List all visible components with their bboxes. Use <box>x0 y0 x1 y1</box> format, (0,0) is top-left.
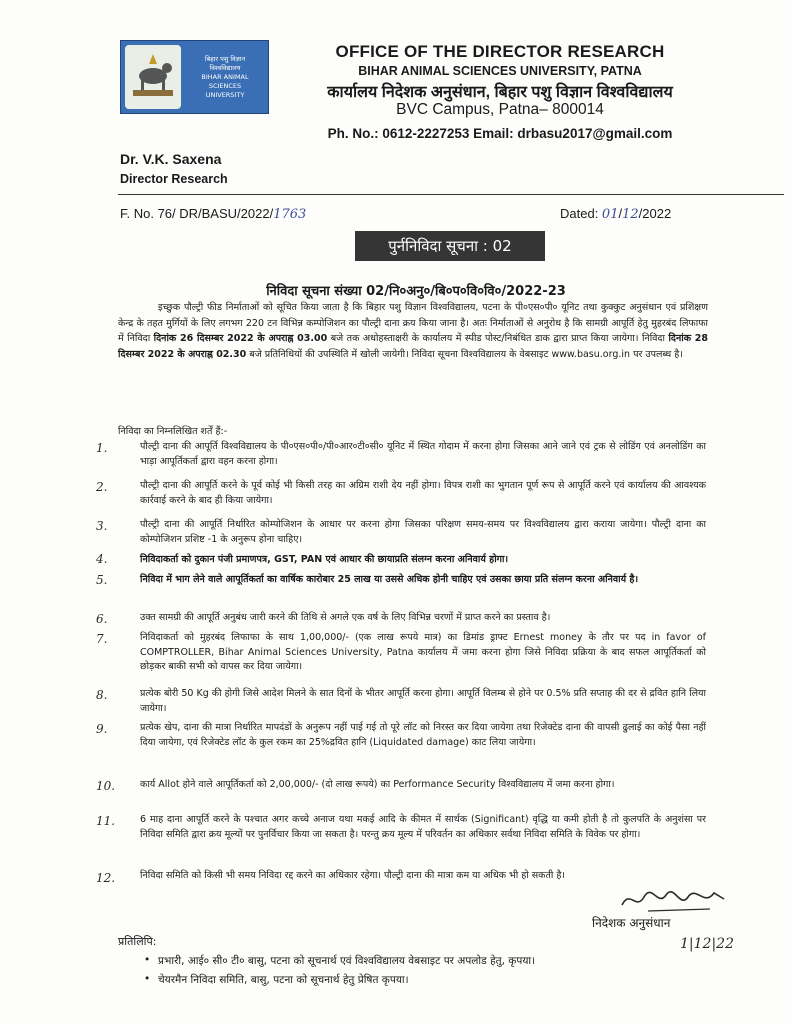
copy-item: • चेयरमैन निविदा समिति, बासु, पटना को सूचनार्थ हेतु प्रेषित कृपया। <box>158 973 409 987</box>
notice-number: निविदा सूचना संख्या 02/नि०अनु०/बि०प०वि०वि०/2022-23 <box>266 284 566 299</box>
copy-heading: प्रतिलिपि: <box>118 935 157 948</box>
item-number: 5. <box>96 573 108 587</box>
item-number: 3. <box>96 519 108 533</box>
director-name: Dr. V.K. Saxena <box>120 151 222 167</box>
logo-text-english-2: UNIVERSITY <box>205 90 245 99</box>
item-number: 1. <box>96 441 108 455</box>
signatory-title: निदेशक अनुसंधान <box>592 916 671 930</box>
office-title: OFFICE OF THE DIRECTOR RESEARCH <box>335 42 665 61</box>
intro-date-opening: दिनांक 28 दिसम्बर 2022 के अपराह्न 02.30 <box>118 333 708 360</box>
term-item: कार्य Allot होने वाले आपूर्तिकर्ता को 2,00,000/- (दो लाख रूपये) का Performance Security विश्वविद्यालय में जमा करना होगा। <box>140 779 615 790</box>
item-number: 8. <box>96 688 108 702</box>
logo-text-hindi-2: विश्वविद्यालय <box>209 63 241 72</box>
dated-line: Dated: 01/12/2022 <box>560 206 672 222</box>
header-divider <box>118 194 784 195</box>
dated-month: 12 <box>622 207 639 222</box>
term-item: प्रत्येक खेप, दाना की मात्रा निर्धारित मापदंडों के अनुरूप नहीं पाई गई तो पूरे लॉट को निरस्त कर दिया जायेगा तथा रिजेक्टेड दाना की वापसी ढुलाई का कोई पैसा नहीं दिया जायेगा, एवं रिजेक्टेड लॉट के कुल रकम का 25%द्रवित हानि (Liquidated damage) काट लिया जायेगा। <box>140 722 706 748</box>
file-number-handwritten: 1763 <box>273 207 307 222</box>
term-item: उक्त सामग्री की आपूर्ति अनुबंध जारी करने की तिथि से अगले एक वर्ष के लिए विभिन्न चरणों में प्राप्त करने का प्रस्ताव है। <box>140 612 551 623</box>
term-item: प्रत्येक बोरी 50 Kg की होगी जिसे आदेश मिलने के सात दिनों के भीतर आपूर्ति करना होगा। आपूर्ति विलम्ब से होने पर 0.5% प्रति सप्ताह की दर से द्रवित हानि लिया जायेगा। <box>140 688 706 714</box>
term-item: पौल्ट्री दाना की आपूर्ति निर्धारित कोम्पोजिशन के आधार पर करना होगा जिसका परिक्षण समय-समय पर विश्वविद्यालय द्वारा कराया जायेगा। पौल्ट्री दाना का कोम्पोजिशन प्रशिष्ट -1 के अनुरूप होना चाहिए। <box>140 519 706 545</box>
dated-label: Dated: <box>560 206 602 221</box>
item-number: 7. <box>96 632 108 646</box>
intro-text-1: इच्छुक पौल्ट्री फीड निर्माताओं को सूचित किया जाता है कि बिहार पशु विज्ञान विश्वविद्यालय, पटना के पी०एस०पी० यूनिट तथा कुक्कुट अनुसंधान एवं प्रशिक्षण केन्द्र के तहत मुर्गियों के लिए लगभग 220 टन विभिन्न कम्पोजिशन का पौल्ट्री दाना क्रय किया जाना है। अतः निर्माताओं से अनुरोध है कि सामग्री आपूर्ति हेतु मुहरबंद लिफाफा में निविदा <box>118 302 708 345</box>
item-number: 10. <box>96 779 116 793</box>
intro-text-2: बजे तक अधोहस्ताक्षरी के कार्यालय में स्पीड पोस्ट/निबंधित डाक द्वारा प्राप्त किया जायेगा। निविदा <box>327 333 669 345</box>
intro-paragraph <box>118 300 708 362</box>
item-number: 6. <box>96 612 108 626</box>
intro-text-3: बजे प्रतिनिधियों की उपस्थिति में खोली जायेगी। निविदा सूचना विश्वविद्यालय के वेबसाइट www.basu.org.in पर उपलब्ध है। <box>246 348 683 360</box>
campus-address: BVC Campus, Patna– 800014 <box>396 101 604 118</box>
cow-emblem-icon <box>125 45 181 109</box>
office-title-hindi: कार्यालय निदेशक अनुसंधान, बिहार पशु विज्ञान विश्वविद्यालय <box>327 84 673 101</box>
terms-heading: निविदा का निम्नलिखित शर्तें हैं:- <box>118 426 228 437</box>
logo-text-english-1: BIHAR ANIMAL SCIENCES <box>201 72 249 90</box>
contact-line: Ph. No.: 0612-2227253 Email: drbasu2017@gmail.com <box>327 126 673 141</box>
director-designation: Director Research <box>120 172 228 186</box>
university-name: BIHAR ANIMAL SCIENCES UNIVERSITY, PATNA <box>358 64 642 78</box>
term-item: निविदा समिति को किसी भी समय निविदा रद्द करने का अधिकार रहेगा। पौल्ट्री दाना की मात्रा कम या अधिक भी हो सकती है। <box>140 870 565 881</box>
term-item: पौल्ट्री दाना की आपूर्ति विश्वविद्यालय के पी०एस०पी०/पी०आर०टी०सी० यूनिट में स्थित गोदाम में करना होगा जिसका आने जाने एवं ट्रक से लोडिंग एवं अनलोडिंग का भाड़ा आपूर्तिकर्ता द्वारा वहन करना होगा। <box>140 441 706 467</box>
item-number: 11. <box>96 814 116 828</box>
term-item: निविदा में भाग लेने वाले आपूर्तिकर्ता का वार्षिक कारोबार 25 लाख या उससे अधिक होनी चाहिए एवं उसका छाया प्रति संलग्न करना अनिवार्य है। <box>140 574 639 585</box>
item-number: 4. <box>96 552 108 566</box>
dated-day: 01 <box>601 207 619 222</box>
item-number: 9. <box>96 722 108 736</box>
dated-year: /2022 <box>638 206 672 221</box>
term-item: पौल्ट्री दाना की आपूर्ति करने के पूर्व कोई भी किसी तरह का अग्रिम राशी देय नहीं होगा। विपत्र राशी का भुगतान पूर्ण रूप से आपूर्ति करने एवं कार्यालय की आवश्यक कार्रवाई करने के बाद ही किया जायेगा। <box>140 480 706 506</box>
file-number <box>120 206 306 222</box>
item-number: 2. <box>96 480 108 494</box>
item-number: 12. <box>96 871 116 885</box>
logo-text-hindi-1: बिहार पशु विज्ञान <box>204 54 246 63</box>
university-logo <box>120 40 269 114</box>
renotice-banner: पुर्ननिविदा सूचना : 02 <box>355 231 545 261</box>
term-item: निविदाकर्ता को दुकान पंजी प्रमाणपत्र, GST, PAN एवं आधार की छायाप्रति संलग्न करना अनिवार्य होगा। <box>140 554 509 565</box>
copy-item: • प्रभारी, आई० सी० टी० बासु, पटना को सूचनार्थ एवं विश्वविद्यालय वेबसाइट पर अपलोड हेतु, कृपया। <box>158 954 535 968</box>
term-item: निविदाकर्ता को मुहरबंद लिफाफा के साथ 1,00,000/- (एक लाख रूपये मात्र) का डिमांड ड्राफ्ट Ernest money के तौर पर पद in favor of COMPTROLLER, Bihar Animal Sciences University, Patna कार्यालय में जमा करना होगा जिसे निविदा प्रक्रिया के बाद सफल आपूर्तिकर्ता को छोड़कर बाकी सभी को वापस कर दिया जायेगा। <box>140 632 706 673</box>
signature-date-handwritten: 1|12|22 <box>680 936 734 952</box>
director-signature-icon <box>618 885 728 915</box>
intro-date-submission: दिनांक 26 दिसम्बर 2022 के अपराह्न 03.00 <box>153 333 328 345</box>
file-number-prefix: F. No. 76/ DR/BASU/2022/ <box>120 206 274 221</box>
term-item: 6 माह दाना आपूर्ति करने के पश्चात अगर कच्चे अनाज यथा मकई आदि के कीमत में सार्थक (Significant) वृद्धि या कमी होती है तो कुलपति के अनुशंसा पर निविदा समिति द्वारा क्रय मूल्यों पर पुनर्विचार किया जा सकता है। परन्तु क्रय मूल्य में परिवर्तन का अधिकार सर्वथा निविदा समिति के विवेक पर होगा। <box>140 814 706 840</box>
